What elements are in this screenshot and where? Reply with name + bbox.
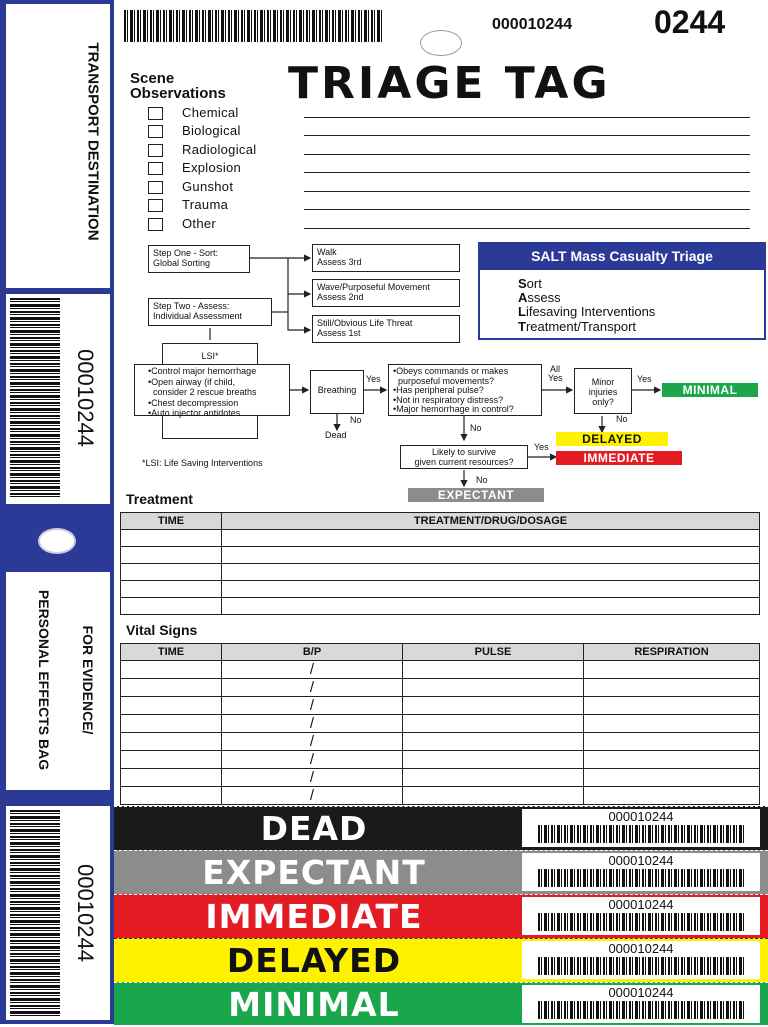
barcode-vertical-bottom <box>10 810 60 1016</box>
lsi-title: LSI* <box>201 351 219 361</box>
step-one-line2: Global Sorting <box>153 258 211 268</box>
evidence-logo-icon <box>38 528 76 554</box>
dead-label: Dead <box>325 430 347 440</box>
all-yes-line1: All <box>550 364 561 374</box>
pulse-cell[interactable] <box>403 751 584 769</box>
still-line2: Assess 1st <box>317 328 361 338</box>
survive-yes: Yes <box>534 442 549 452</box>
lsi-item: •Control major hemorrhage <box>148 366 257 376</box>
treatment-cell[interactable] <box>222 581 760 598</box>
pulse-cell[interactable] <box>403 769 584 787</box>
lsi-item: consider 2 rescue breaths <box>153 387 257 397</box>
all-yes-line2: Yes <box>548 373 563 383</box>
treatment-col-drug: TREATMENT/DRUG/DOSAGE <box>222 513 760 530</box>
strip-label: DELAYED <box>226 941 402 980</box>
table-row[interactable] <box>121 733 760 751</box>
table-row[interactable] <box>121 598 760 615</box>
breathing-box <box>310 370 364 414</box>
minimal-tag: MINIMAL <box>662 383 758 397</box>
header-short-id: 0244 <box>654 4 726 40</box>
lsi-item: •Open airway (if child, <box>148 376 236 387</box>
question-item: •Not in respiratory distress? <box>393 394 504 405</box>
treatment-cell[interactable] <box>222 564 760 581</box>
scene-item-radiological: Radiological <box>182 142 257 157</box>
vitals-col-pulse: PULSE <box>403 644 584 661</box>
treatment-heading: Treatment <box>126 491 193 507</box>
salt-rest: ifesaving Interventions <box>525 304 656 319</box>
step-two-line2: Individual Assessment <box>153 311 243 321</box>
pulse-cell[interactable] <box>403 787 584 805</box>
time-cell[interactable] <box>121 787 222 805</box>
salt-rest: ort <box>526 276 542 291</box>
treatment-cell[interactable] <box>222 598 760 615</box>
treatment-cell[interactable] <box>222 530 760 547</box>
question-item: purposeful movements? <box>398 375 495 386</box>
bp-cell[interactable]: / <box>222 769 403 787</box>
expectant-tag: EXPECTANT <box>408 488 544 502</box>
resp-cell[interactable] <box>584 679 760 697</box>
bp-cell[interactable]: / <box>222 679 403 697</box>
evidence-label-line2: PERSONAL EFFECTS BAG <box>36 589 52 771</box>
treatment-header-row <box>121 513 760 530</box>
walk-line2: Assess 3rd <box>317 257 362 267</box>
wave-line2: Assess 2nd <box>317 292 364 302</box>
minor-line1: Minor <box>591 377 615 387</box>
breathing-label: Breathing <box>317 385 357 395</box>
bp-cell[interactable]: / <box>222 661 403 679</box>
salt-title: SALT Mass Casualty Triage <box>478 242 766 270</box>
strip-barcode <box>522 897 760 935</box>
delayed-strip[interactable] <box>114 938 768 983</box>
resp-cell[interactable] <box>584 751 760 769</box>
salt-initial: S <box>518 276 527 291</box>
time-cell[interactable] <box>121 715 222 733</box>
barcode-number-bottom: 00010244 <box>73 864 98 962</box>
strip-number: 000010244 <box>608 853 674 868</box>
scene-item-explosion: Explosion <box>182 160 242 175</box>
table-row[interactable] <box>121 564 760 581</box>
header-serial: 000010244 <box>492 16 573 33</box>
scene-heading-line2: Observations <box>130 85 226 102</box>
barcode-bars <box>538 1001 744 1019</box>
step-one-box <box>148 245 250 273</box>
scene-item-trauma: Trauma <box>182 197 229 212</box>
questions-box <box>388 364 542 416</box>
scene-item-chemical: Chemical <box>182 105 239 120</box>
treatment-col-time: TIME <box>121 513 222 530</box>
table-row[interactable] <box>121 697 760 715</box>
pulse-cell[interactable] <box>403 661 584 679</box>
vitals-table <box>120 643 760 805</box>
table-row[interactable] <box>121 715 760 733</box>
salt-initial: L <box>518 304 526 319</box>
walk-line1: Walk <box>317 247 337 257</box>
barcode-bars <box>538 957 744 975</box>
treatment-cell[interactable] <box>222 547 760 564</box>
time-cell[interactable] <box>121 733 222 751</box>
lsi-item: •Chest decompression <box>148 397 239 408</box>
salt-initial: T <box>518 319 526 334</box>
bp-cell[interactable]: / <box>222 787 403 805</box>
scene-item-biological: Biological <box>182 123 241 138</box>
vitals-col-bp: B/P <box>222 644 403 661</box>
resp-cell[interactable] <box>584 787 760 805</box>
strip-barcode <box>522 941 760 979</box>
lsi-item: •Auto injector antidotes <box>148 408 241 418</box>
minor-yes: Yes <box>637 374 652 384</box>
time-cell[interactable] <box>121 679 222 697</box>
bp-cell[interactable]: / <box>222 715 403 733</box>
pulse-cell[interactable] <box>403 697 584 715</box>
question-item: •Major hemorrhage in control? <box>393 404 514 414</box>
breathing-yes: Yes <box>366 374 381 384</box>
vitals-header-row <box>121 644 760 661</box>
time-cell[interactable] <box>121 661 222 679</box>
survive-no: No <box>476 475 488 485</box>
bp-cell[interactable]: / <box>222 733 403 751</box>
vitals-col-resp: RESPIRATION <box>584 644 760 661</box>
strip-number: 000010244 <box>608 809 674 824</box>
resp-cell[interactable] <box>584 697 760 715</box>
strip-label: IMMEDIATE <box>205 897 423 936</box>
survive-line1: Likely to survive <box>431 447 497 457</box>
strip-barcode <box>522 985 760 1023</box>
scene-heading-line1: Scene <box>130 70 175 87</box>
question-item: •Has peripheral pulse? <box>393 385 484 395</box>
table-row[interactable] <box>121 661 760 679</box>
resp-cell[interactable] <box>584 769 760 787</box>
lsi-list <box>148 366 257 419</box>
bp-cell[interactable]: / <box>222 751 403 769</box>
wave-line1: Wave/Purposeful Movement <box>317 282 430 292</box>
table-row[interactable] <box>121 751 760 769</box>
question-item: •Obeys commands or makes <box>393 366 509 376</box>
time-cell[interactable] <box>121 769 222 787</box>
step-two-line1: Step Two - Assess: <box>153 301 230 311</box>
treatment-table <box>120 512 760 615</box>
questions-no: No <box>470 423 482 433</box>
bp-cell[interactable]: / <box>222 697 403 715</box>
step-two-box <box>148 298 272 326</box>
time-cell[interactable] <box>121 564 222 581</box>
minor-line3: only? <box>592 397 614 407</box>
barcode-bars <box>538 825 744 843</box>
wave-box <box>312 279 460 307</box>
survive-box <box>400 445 528 469</box>
minor-no: No <box>616 414 628 424</box>
table-row[interactable] <box>121 547 760 564</box>
minimal-strip[interactable] <box>114 982 768 1025</box>
strip-label: MINIMAL <box>228 985 400 1024</box>
salt-rest: reatment/Transport <box>525 319 637 334</box>
vitals-heading: Vital Signs <box>126 622 198 638</box>
evidence-label-line1: FOR EVIDENCE/ <box>80 625 96 735</box>
strip-number: 000010244 <box>608 985 674 1000</box>
time-cell[interactable] <box>121 751 222 769</box>
still-box <box>312 315 460 343</box>
delayed-tag: DELAYED <box>556 432 668 446</box>
resp-cell[interactable] <box>584 661 760 679</box>
strip-barcode <box>522 809 760 847</box>
minor-injuries-box <box>574 368 632 414</box>
survive-line2: given current resources? <box>414 456 514 467</box>
vitals-col-time: TIME <box>121 644 222 661</box>
page-title: TRIAGE TAG <box>288 58 611 109</box>
minor-line2: injuries <box>588 387 618 397</box>
time-cell[interactable] <box>121 581 222 598</box>
table-row[interactable] <box>121 679 760 697</box>
barcode-bars <box>538 869 744 887</box>
strip-number: 000010244 <box>608 941 674 956</box>
time-cell[interactable] <box>121 598 222 615</box>
still-line1: Still/Obvious Life Threat <box>317 318 413 328</box>
strip-label: EXPECTANT <box>202 853 426 892</box>
resp-cell[interactable] <box>584 715 760 733</box>
immediate-strip[interactable] <box>114 894 768 939</box>
breathing-no: No <box>350 415 362 425</box>
transport-destination-label: TRANSPORT DESTINATION <box>84 42 102 241</box>
expectant-strip[interactable] <box>114 850 768 895</box>
strip-number: 000010244 <box>608 897 674 912</box>
table-row[interactable] <box>121 769 760 787</box>
pulse-cell[interactable] <box>403 715 584 733</box>
time-cell[interactable] <box>121 530 222 547</box>
scene-item-gunshot: Gunshot <box>182 179 234 194</box>
dead-strip[interactable] <box>114 806 768 851</box>
barcode-number-top: 00010244 <box>73 349 98 447</box>
strip-label: DEAD <box>260 809 368 848</box>
resp-cell[interactable] <box>584 733 760 751</box>
time-cell[interactable] <box>121 547 222 564</box>
immediate-tag: IMMEDIATE <box>556 451 682 465</box>
time-cell[interactable] <box>121 697 222 715</box>
salt-rest: ssess <box>527 290 561 305</box>
table-row[interactable] <box>121 787 760 805</box>
walk-box <box>312 244 460 272</box>
scene-item-other: Other <box>182 216 217 231</box>
barcode-bars <box>538 913 744 931</box>
salt-initial: A <box>518 290 528 305</box>
table-row[interactable] <box>121 530 760 547</box>
step-one-line1: Step One - Sort: <box>153 248 219 258</box>
pulse-cell[interactable] <box>403 679 584 697</box>
table-row[interactable] <box>121 581 760 598</box>
pulse-cell[interactable] <box>403 733 584 751</box>
lsi-note: *LSI: Life Saving Interventions <box>142 458 263 468</box>
strip-barcode <box>522 853 760 891</box>
